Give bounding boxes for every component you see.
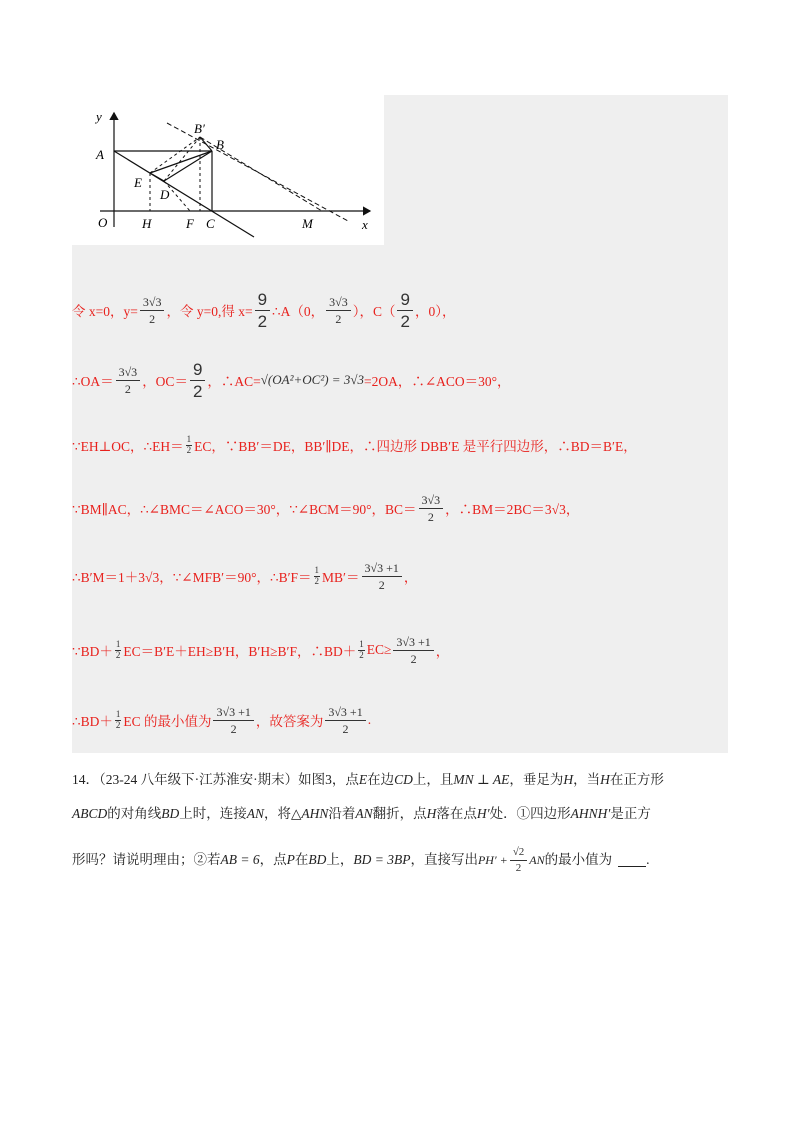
denominator: 2 bbox=[115, 720, 121, 730]
denominator: 2 bbox=[192, 381, 203, 401]
segment-bbp bbox=[200, 137, 212, 151]
text: ∵BD＋ bbox=[72, 644, 113, 659]
numerator: 1 bbox=[314, 565, 320, 575]
text: ，故答案为 bbox=[255, 714, 324, 729]
numerator: 3√3 bbox=[326, 296, 351, 311]
math-expression: √(OA²+OC²) = 3√3 bbox=[260, 372, 364, 387]
solution-line-1 bbox=[72, 280, 455, 340]
numerator: 1 bbox=[359, 639, 364, 649]
solution-line-2 bbox=[72, 350, 511, 410]
text: ∵EH⊥OC，∴EH＝ bbox=[72, 439, 184, 454]
fraction bbox=[393, 636, 433, 665]
text: 形吗？请说明理由；②若 bbox=[72, 852, 221, 867]
answer-blank[interactable] bbox=[618, 854, 646, 867]
numerator: 3√3 +1 bbox=[362, 562, 402, 577]
math: H bbox=[600, 772, 610, 787]
denominator: 2 bbox=[314, 576, 320, 586]
label-bp: B′ bbox=[194, 121, 205, 136]
text: 落在点 bbox=[436, 806, 477, 821]
fraction bbox=[419, 494, 444, 523]
text: EC 的最小值为 bbox=[123, 714, 212, 729]
segment-bpe bbox=[150, 137, 200, 173]
fraction bbox=[115, 640, 122, 660]
math: BD bbox=[308, 852, 327, 867]
label-e: E bbox=[134, 175, 142, 190]
solution-line-5 bbox=[72, 546, 417, 606]
text: ，垂足为 bbox=[509, 772, 564, 787]
fraction bbox=[362, 562, 402, 591]
text: ，当 bbox=[573, 772, 601, 787]
fraction bbox=[190, 361, 205, 400]
text: 上，且 bbox=[412, 772, 454, 787]
solution-line-7 bbox=[72, 690, 371, 750]
text: ，令 y=0,得 x= bbox=[166, 304, 253, 319]
fraction bbox=[314, 566, 321, 586]
label-d: D bbox=[160, 187, 170, 202]
numerator: 1 bbox=[115, 639, 121, 649]
question-number: 14． bbox=[72, 772, 99, 787]
math: AN bbox=[355, 806, 373, 821]
text: ∴BD＋ bbox=[72, 714, 113, 729]
label-h: H bbox=[142, 216, 152, 231]
math: MN ⊥ AE bbox=[453, 772, 510, 787]
text: EC≥ bbox=[366, 642, 392, 657]
text: 翻折，点 bbox=[372, 806, 427, 821]
text: . bbox=[367, 712, 372, 727]
question-line-2 bbox=[72, 800, 732, 828]
text: ∴OA＝ bbox=[72, 374, 114, 389]
text: ，∴AC= bbox=[207, 374, 261, 389]
denominator: 2 bbox=[186, 445, 192, 455]
geometry-figure bbox=[72, 95, 384, 245]
text: 令 x=0，y= bbox=[72, 304, 138, 319]
text: 的最小值为 bbox=[544, 852, 613, 867]
line-ac bbox=[114, 151, 254, 237]
text: 沿着 bbox=[328, 806, 356, 821]
text: ，0）， bbox=[414, 304, 456, 319]
denominator: 2 bbox=[410, 651, 417, 666]
fraction bbox=[358, 640, 365, 660]
label-x: x bbox=[362, 217, 368, 232]
fraction bbox=[397, 291, 412, 330]
question-line-1 bbox=[72, 766, 732, 794]
math: AN bbox=[529, 853, 545, 867]
text: ， bbox=[435, 644, 450, 659]
numerator: 3√3 bbox=[116, 366, 141, 381]
math: H′ bbox=[476, 806, 490, 821]
denominator: 2 bbox=[257, 311, 268, 331]
denominator: 2 bbox=[149, 311, 156, 326]
denominator: 2 bbox=[124, 381, 131, 396]
numerator: 3√3 bbox=[140, 296, 165, 311]
question-14 bbox=[72, 766, 732, 874]
math: AHNH′ bbox=[570, 806, 611, 821]
math: ABCD bbox=[72, 806, 108, 821]
text: ∴B′M＝1＋3√3，∵∠MFB′＝90°，∴B′F＝ bbox=[72, 570, 312, 585]
math: BD bbox=[161, 806, 180, 821]
text: EC＝B′E＋EH≥B′H，B′H≥B′F，∴BD＋ bbox=[123, 644, 357, 659]
question-line-3 bbox=[72, 846, 732, 874]
numerator: 9 bbox=[255, 291, 270, 311]
text: 处．①四边形 bbox=[489, 806, 571, 821]
fraction bbox=[116, 366, 141, 395]
text: ， bbox=[403, 570, 418, 585]
denominator: 2 bbox=[359, 650, 364, 660]
fraction bbox=[326, 296, 351, 325]
numerator: 3√3 +1 bbox=[393, 636, 433, 651]
figure-panel bbox=[72, 95, 384, 245]
label-c: C bbox=[206, 216, 215, 231]
label-b: B bbox=[216, 137, 224, 152]
denominator: 2 bbox=[378, 577, 385, 592]
text: 如图3，点 bbox=[298, 772, 359, 787]
denominator: 2 bbox=[427, 509, 434, 524]
numerator: 9 bbox=[397, 291, 412, 311]
math: AB = 6 bbox=[220, 852, 260, 867]
fraction bbox=[510, 847, 528, 874]
text: ∵BM∥AC，∴∠BMC＝∠ACO＝30°，∵∠BCM＝90°，BC＝ bbox=[72, 502, 417, 517]
segment-dbp bbox=[164, 137, 200, 181]
numerator: √2 bbox=[510, 847, 528, 861]
math: PH′ + bbox=[477, 853, 508, 867]
numerator: 3√3 +1 bbox=[325, 706, 365, 721]
segment-ed bbox=[150, 173, 164, 181]
text: ），C（ bbox=[352, 304, 396, 319]
text: 上时，连接 bbox=[179, 806, 247, 821]
denominator: 2 bbox=[230, 721, 237, 736]
text: ，直接写出 bbox=[410, 852, 478, 867]
label-y: y bbox=[96, 109, 102, 124]
math: H bbox=[426, 806, 437, 821]
label-a: A bbox=[96, 147, 104, 162]
text: MB′＝ bbox=[322, 570, 360, 585]
text: 上， bbox=[326, 852, 354, 867]
label-o: O bbox=[98, 215, 108, 230]
denominator: 2 bbox=[342, 721, 349, 736]
fraction bbox=[140, 296, 165, 325]
numerator: 3√3 +1 bbox=[213, 706, 253, 721]
solution-line-4 bbox=[72, 478, 579, 538]
text: 在 bbox=[294, 852, 309, 867]
fraction bbox=[213, 706, 253, 735]
text: =2OA，∴∠ACO＝30°， bbox=[363, 374, 511, 389]
denominator: 2 bbox=[115, 650, 121, 660]
denominator: 2 bbox=[335, 311, 342, 326]
text: ∴A（0， bbox=[272, 304, 325, 319]
fraction bbox=[255, 291, 270, 330]
denominator: 2 bbox=[515, 861, 522, 874]
numerator: 9 bbox=[190, 361, 205, 381]
text: ，将 bbox=[264, 806, 292, 821]
solution-line-6 bbox=[72, 620, 449, 680]
math: BD = 3BP bbox=[353, 852, 411, 867]
solution-line-3 bbox=[72, 415, 637, 475]
text: ，OC＝ bbox=[142, 374, 188, 389]
fraction bbox=[325, 706, 365, 735]
fraction bbox=[186, 435, 193, 455]
fraction bbox=[115, 710, 122, 730]
math: △AHN bbox=[291, 806, 329, 821]
denominator: 2 bbox=[400, 311, 410, 331]
math: E bbox=[358, 772, 368, 787]
question-source: （23-24 八年级下·江苏淮安·期末） bbox=[99, 772, 299, 787]
numerator: 1 bbox=[186, 434, 192, 444]
label-m: M bbox=[302, 216, 313, 231]
math: AN bbox=[246, 806, 265, 821]
text: ，∴BM＝2BC＝3√3， bbox=[445, 502, 580, 517]
text: 是正方 bbox=[610, 806, 651, 821]
text: 在正方形 bbox=[609, 772, 664, 787]
text: 在边 bbox=[367, 772, 395, 787]
numerator: 3√3 bbox=[419, 494, 444, 509]
numerator: 1 bbox=[115, 709, 121, 719]
text: 的对角线 bbox=[107, 806, 162, 821]
math: CD bbox=[394, 772, 413, 787]
label-f: F bbox=[186, 216, 194, 231]
math: P bbox=[286, 852, 295, 867]
math: H bbox=[563, 772, 574, 787]
text: EC，∵BB′＝DE，BB′∥DE，∴四边形 DBB′E 是平行四边形，∴BD＝B′E， bbox=[194, 439, 637, 454]
text: . bbox=[646, 852, 650, 867]
text: ，点 bbox=[259, 852, 287, 867]
